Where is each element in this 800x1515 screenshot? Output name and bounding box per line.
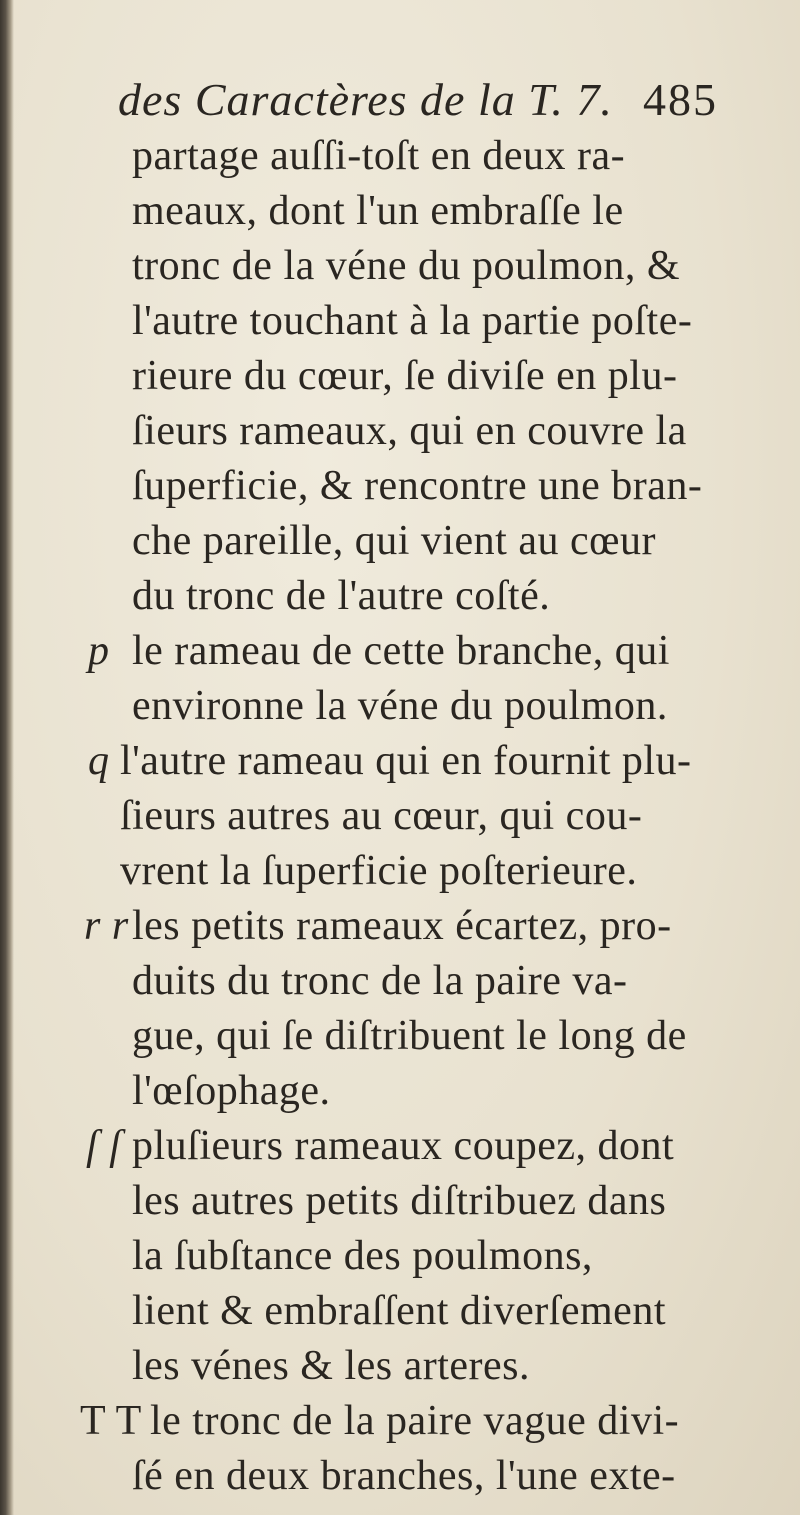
text-line: ſé en deux branches, l'une exte- bbox=[132, 1453, 676, 1499]
legend-marker-p: p bbox=[88, 628, 110, 674]
page-number: 485 bbox=[643, 74, 718, 125]
text-line: vrent la ſuperficie poſterieure. bbox=[120, 848, 638, 894]
text-line: l'œſophage. bbox=[132, 1068, 331, 1114]
legend-marker-q: q bbox=[88, 738, 110, 784]
text-line: environne la véne du poulmon. bbox=[132, 683, 668, 729]
text-line: les petits rameaux écartez, pro- bbox=[132, 903, 672, 949]
text-line: les autres petits diſtribuez dans bbox=[132, 1178, 667, 1224]
running-title: des Caractères de la T. 7. bbox=[118, 74, 613, 125]
legend-marker-tt: T T bbox=[80, 1398, 142, 1444]
legend-marker-rr: r r bbox=[84, 903, 129, 949]
running-header bbox=[118, 70, 718, 130]
text-line: ſieurs autres au cœur, qui cou- bbox=[120, 793, 643, 839]
text-line: l'autre rameau qui en fournit plu- bbox=[120, 738, 692, 784]
text-line: ſuperficie, & rencontre une bran- bbox=[132, 463, 703, 509]
text-line: gue, qui ſe diſtribuent le long de bbox=[132, 1013, 687, 1059]
text-line: du tronc de l'autre coſté. bbox=[132, 573, 551, 619]
text-line: meaux, dont l'un embraſſe le bbox=[132, 188, 624, 234]
text-line: l'autre touchant à la partie poſte- bbox=[132, 298, 693, 344]
text-line: les vénes & les arteres. bbox=[132, 1343, 531, 1389]
text-line: ſieurs rameaux, qui en couvre la bbox=[132, 408, 687, 454]
text-line: partage auſſi-toſt en deux ra- bbox=[132, 133, 626, 179]
text-line: le tronc de la paire vague divi- bbox=[150, 1398, 680, 1444]
text-line: rieure du cœur, ſe diviſe en plu- bbox=[132, 353, 678, 399]
text-line: che pareille, qui vient au cœur bbox=[132, 518, 656, 564]
text-line: le rameau de cette branche, qui bbox=[132, 628, 670, 674]
text-line: duits du tronc de la paire va- bbox=[132, 958, 628, 1004]
text-line: pluſieurs rameaux coupez, dont bbox=[132, 1123, 675, 1169]
text-line: la ſubſtance des poulmons, bbox=[132, 1233, 593, 1279]
text-line: lient & embraſſent diverſement bbox=[132, 1288, 666, 1334]
text-line: tronc de la véne du poulmon, & bbox=[132, 243, 681, 289]
legend-marker-ss: ſ ſ bbox=[86, 1123, 122, 1169]
